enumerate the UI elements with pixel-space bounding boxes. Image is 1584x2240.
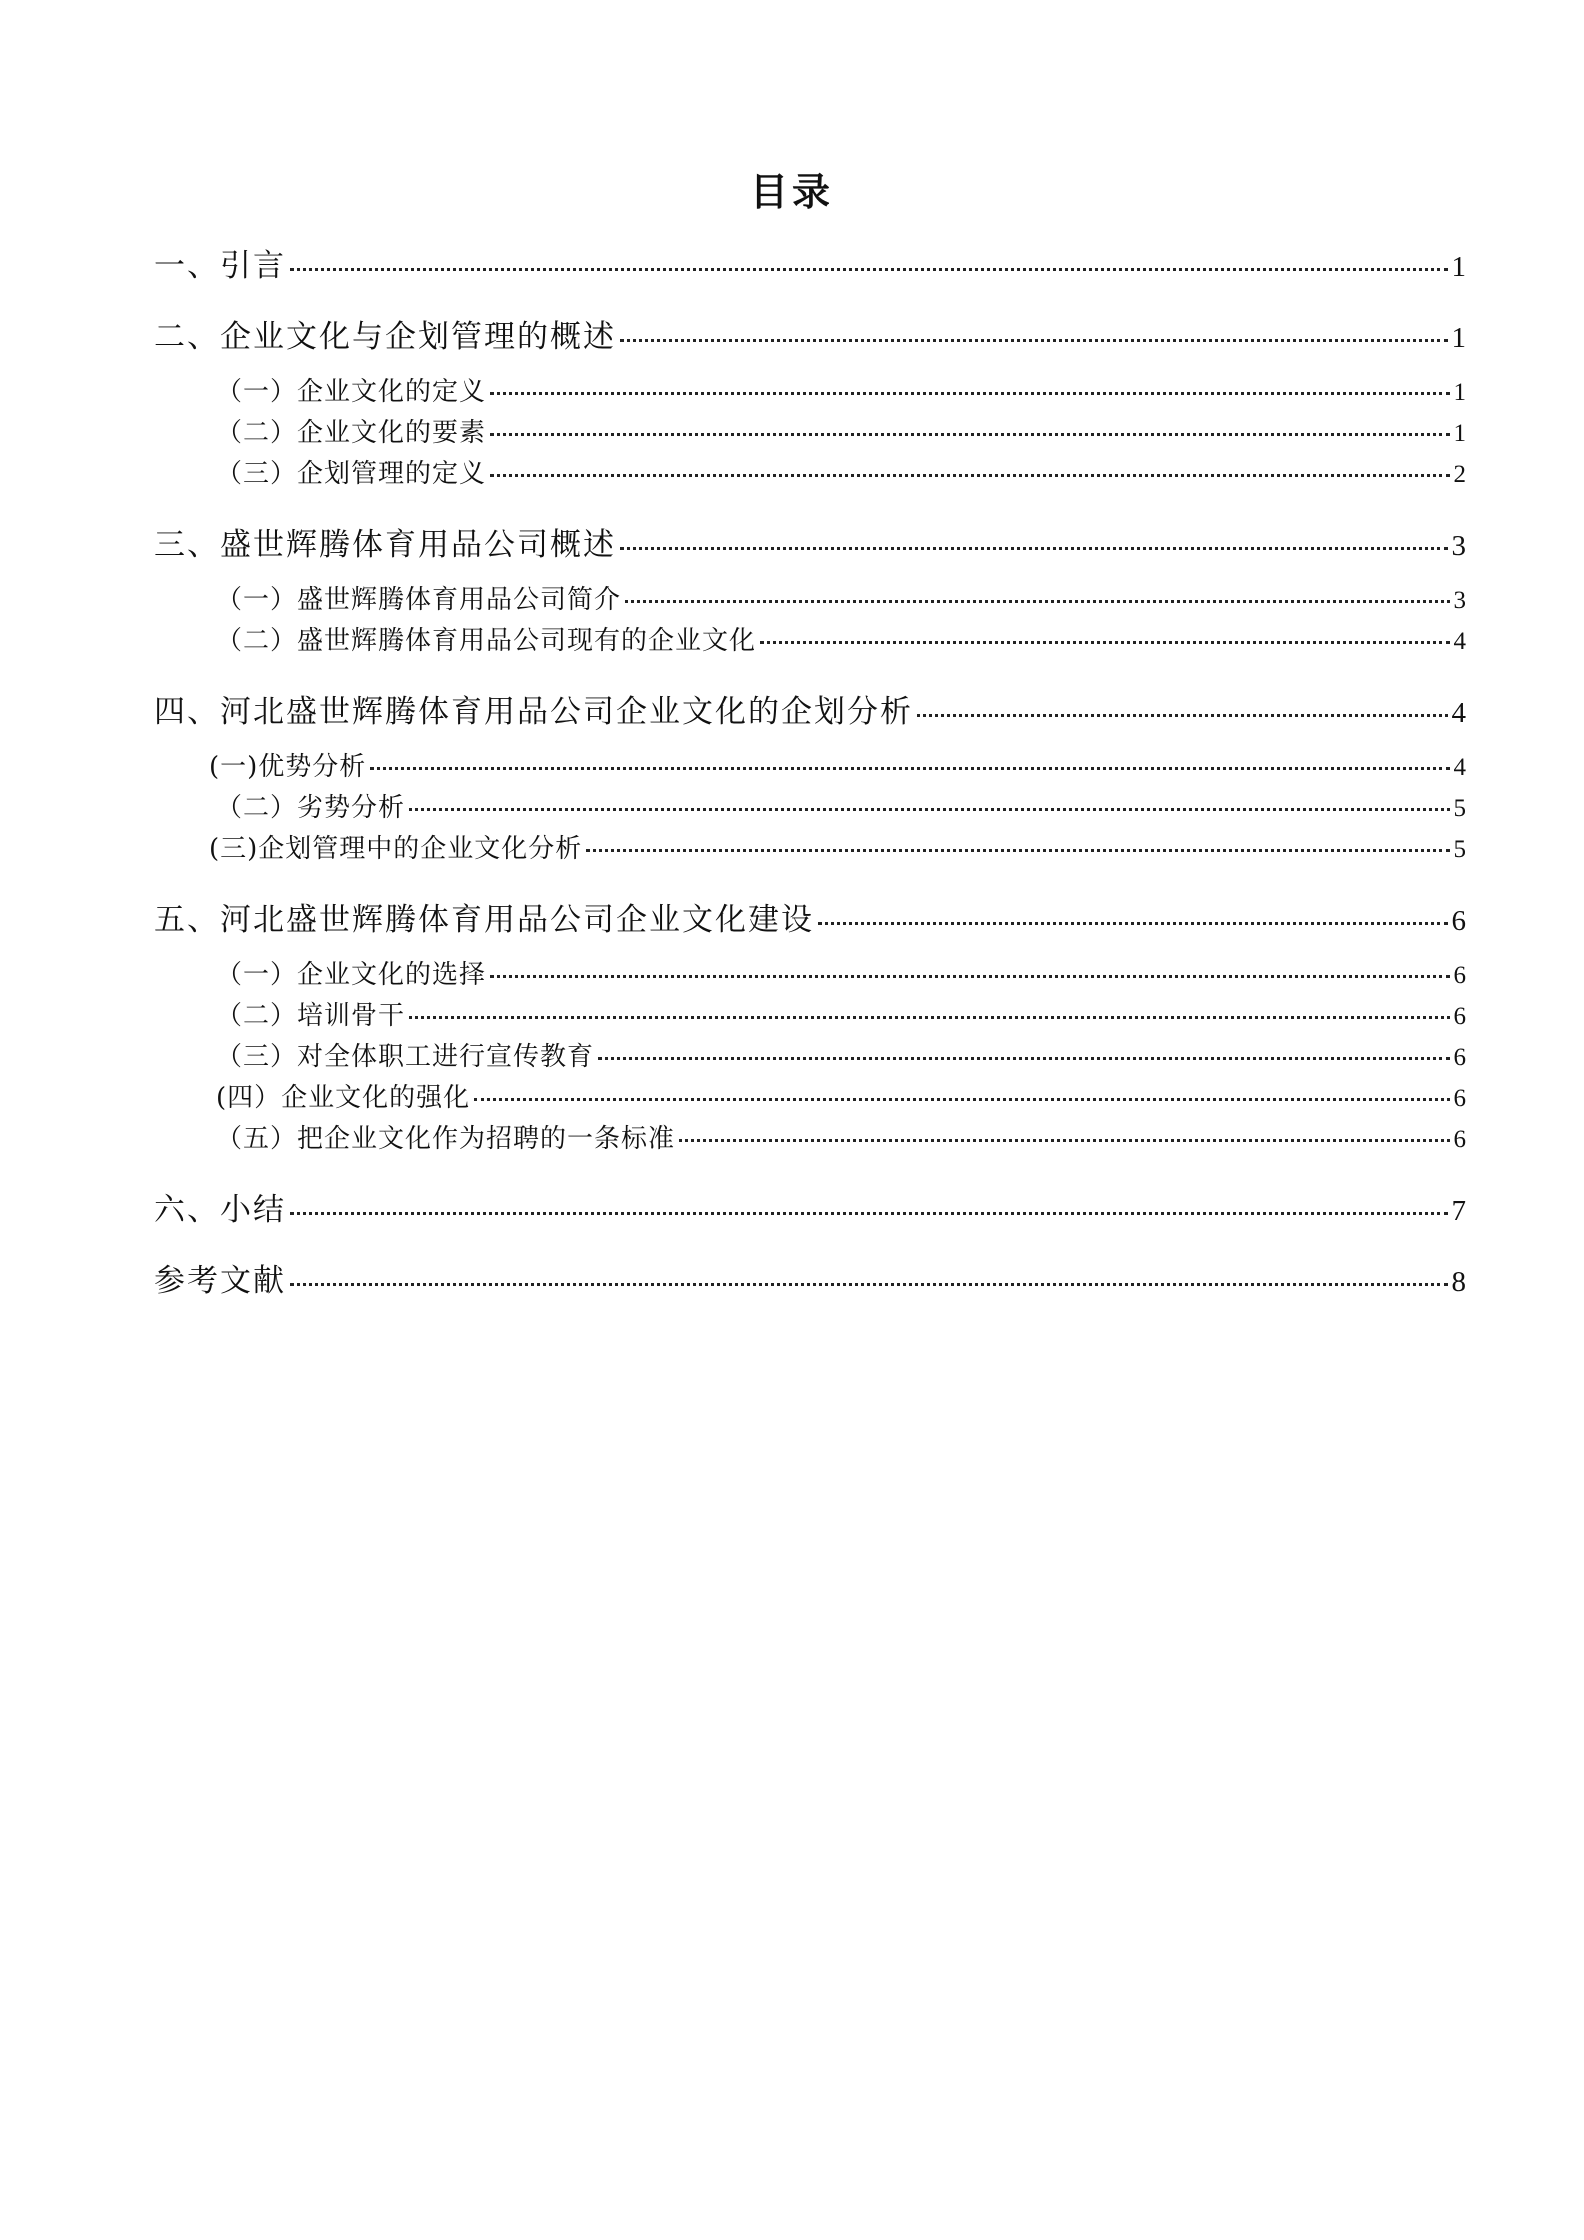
toc-entry-company-overview[interactable]	[154, 524, 1466, 566]
toc-subentry-culture-in-planning[interactable]	[154, 829, 1466, 870]
toc-subentry-train-backbone[interactable]	[154, 996, 1466, 1037]
table-of-contents	[154, 245, 1466, 1316]
toc-entry-label: (四）企业文化的强化	[216, 1083, 471, 1113]
toc-entry-introduction[interactable]	[154, 245, 1466, 287]
dot-leader	[474, 1098, 1449, 1101]
toc-entry-culture-building[interactable]	[154, 899, 1466, 941]
dot-leader	[490, 975, 1449, 978]
toc-subentry-culture-reinforcement[interactable]	[154, 1078, 1466, 1119]
toc-entry-label: (一)优势分析	[209, 752, 367, 782]
dot-leader	[620, 547, 1448, 550]
toc-entry-label: （五）把企业文化作为招聘的一条标准	[216, 1124, 676, 1154]
dot-leader	[290, 268, 1448, 271]
toc-page-number: 3	[1451, 530, 1466, 562]
toc-page-number: 4	[1453, 754, 1466, 781]
toc-page-number: 7	[1451, 1195, 1466, 1227]
dot-leader	[370, 767, 1449, 770]
toc-entry-label: 三、盛世辉腾体育用品公司概述	[154, 527, 616, 563]
dot-leader	[290, 1283, 1448, 1286]
toc-page-number: 6	[1451, 905, 1466, 937]
toc-entry-label: 一、引言	[154, 248, 286, 284]
dot-leader	[598, 1057, 1449, 1060]
toc-entry-label: (三)企划管理中的企业文化分析	[209, 834, 583, 864]
toc-entry-label: 五、河北盛世辉腾体育用品公司企业文化建设	[154, 902, 814, 938]
toc-subentry-company-profile[interactable]	[154, 580, 1466, 621]
toc-page-number: 4	[1451, 697, 1466, 729]
toc-subentry-hiring-standard[interactable]	[154, 1119, 1466, 1160]
toc-entry-label: （二）企业文化的要素	[216, 418, 487, 448]
toc-page-number: 6	[1453, 1003, 1466, 1030]
toc-entry-label: （二）劣势分析	[216, 793, 406, 823]
toc-entry-label: （三）对全体职工进行宣传教育	[216, 1042, 595, 1072]
dot-leader	[917, 714, 1448, 717]
toc-subentry-staff-education[interactable]	[154, 1037, 1466, 1078]
toc-entry-planning-analysis[interactable]	[154, 691, 1466, 733]
dot-leader	[409, 1016, 1449, 1019]
toc-entry-label: 六、小结	[154, 1192, 286, 1228]
dot-leader	[409, 808, 1449, 811]
toc-subentry-existing-culture[interactable]	[154, 621, 1466, 662]
dot-leader	[679, 1139, 1449, 1142]
toc-page-number: 1	[1453, 379, 1466, 406]
toc-entry-label: 二、企业文化与企划管理的概述	[154, 319, 616, 355]
toc-subentry-culture-elements[interactable]	[154, 413, 1466, 454]
dot-leader	[818, 922, 1448, 925]
toc-entry-label: （一）企业文化的定义	[216, 377, 487, 407]
dot-leader	[625, 600, 1449, 603]
toc-entry-overview[interactable]	[154, 316, 1466, 358]
toc-subentry-culture-definition[interactable]	[154, 372, 1466, 413]
dot-leader	[290, 1212, 1448, 1215]
dot-leader	[490, 474, 1449, 477]
toc-entry-references[interactable]	[154, 1260, 1466, 1302]
toc-subentry-strengths[interactable]	[154, 747, 1466, 788]
dot-leader	[620, 339, 1448, 342]
toc-page-number: 8	[1451, 1266, 1466, 1298]
toc-page-number: 4	[1453, 628, 1466, 655]
toc-title: 目录	[749, 170, 834, 214]
toc-page-number: 5	[1453, 836, 1466, 863]
dot-leader	[760, 641, 1449, 644]
toc-entry-summary[interactable]	[154, 1189, 1466, 1231]
toc-page-number: 6	[1453, 1126, 1466, 1153]
toc-entry-label: （二）培训骨干	[216, 1001, 406, 1031]
toc-page-number: 3	[1453, 587, 1466, 614]
dot-leader	[490, 433, 1449, 436]
toc-subentry-planning-definition[interactable]	[154, 454, 1466, 495]
toc-page-number: 2	[1453, 461, 1466, 488]
toc-subentry-weaknesses[interactable]	[154, 788, 1466, 829]
toc-entry-label: 四、河北盛世辉腾体育用品公司企业文化的企划分析	[154, 694, 913, 730]
toc-page-number: 6	[1453, 962, 1466, 989]
toc-entry-label: （一）盛世辉腾体育用品公司简介	[216, 585, 622, 615]
toc-page-number: 5	[1453, 795, 1466, 822]
toc-page-number: 1	[1453, 420, 1466, 447]
toc-page-number: 1	[1451, 251, 1466, 283]
toc-entry-label: （三）企划管理的定义	[216, 459, 487, 489]
toc-entry-label: 参考文献	[154, 1263, 286, 1299]
toc-entry-label: （二）盛世辉腾体育用品公司现有的企业文化	[216, 626, 757, 656]
toc-entry-label: （一）企业文化的选择	[216, 960, 487, 990]
toc-page-number: 6	[1453, 1044, 1466, 1071]
toc-subentry-culture-selection[interactable]	[154, 955, 1466, 996]
dot-leader	[586, 849, 1449, 852]
toc-page-number: 1	[1451, 322, 1466, 354]
toc-page-number: 6	[1453, 1085, 1466, 1112]
dot-leader	[490, 392, 1449, 395]
